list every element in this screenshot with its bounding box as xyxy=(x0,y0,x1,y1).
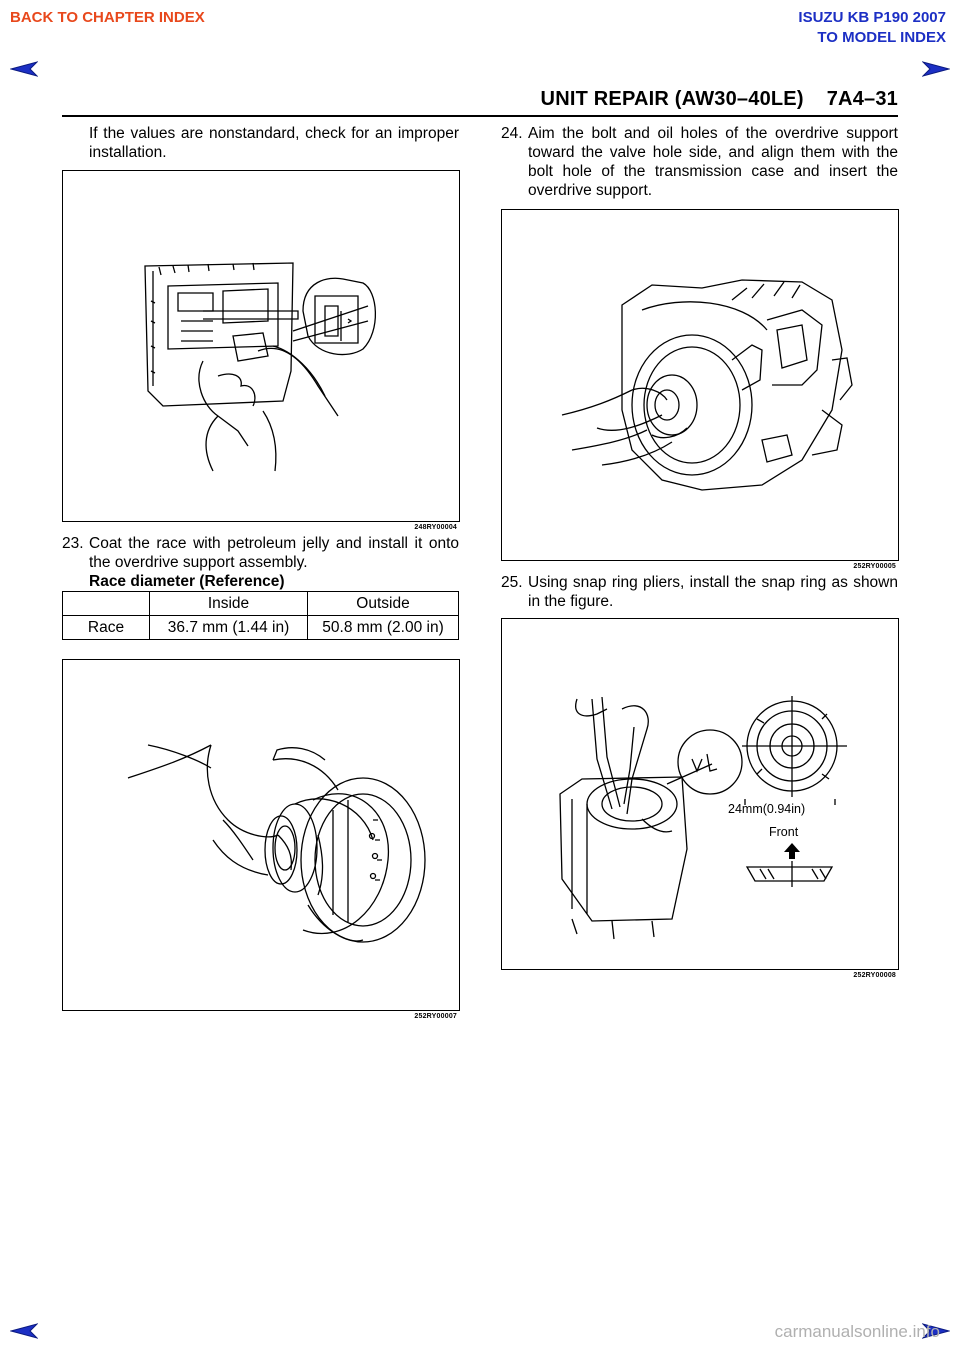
figure-code: 248RY00004 xyxy=(414,524,457,531)
race-install-illustration xyxy=(63,660,459,1010)
page-title: UNIT REPAIR (AW30–40LE) 7A4–31 xyxy=(540,88,898,110)
step-text: Aim the bolt and oil holes of the overdrive support toward the valve hole side, and align them with the bolt hole of the transmission case and insert the overdrive support. xyxy=(528,125,898,199)
table-header-cell xyxy=(63,592,150,616)
table-header-cell: Outside xyxy=(308,592,459,616)
step-23 xyxy=(62,534,459,591)
prev-page-arrow-icon[interactable] xyxy=(10,61,38,77)
step-subtitle: Race diameter (Reference) xyxy=(89,573,285,590)
step-number: 25. xyxy=(501,574,523,591)
next-page-arrow-icon[interactable] xyxy=(922,61,950,77)
header-divider xyxy=(62,115,898,117)
table-row xyxy=(63,616,459,640)
table-cell: 50.8 mm (2.00 in) xyxy=(308,616,459,640)
figure-252ry00008 xyxy=(501,618,899,979)
overdrive-support-insert-illustration xyxy=(502,210,898,560)
table-cell: 36.7 mm (1.44 in) xyxy=(150,616,308,640)
figure-248ry00004 xyxy=(62,170,460,531)
figure-code: 252RY00007 xyxy=(414,1013,457,1020)
race-diameter-table xyxy=(62,591,459,640)
table-cell: Race xyxy=(63,616,150,640)
valve-body-illustration xyxy=(63,171,459,521)
snap-ring-install-illustration xyxy=(502,619,898,969)
intro-paragraph: If the values are nonstandard, check for an improper installation. xyxy=(89,125,459,161)
figure-code: 252RY00008 xyxy=(853,972,896,979)
step-number: 23. xyxy=(62,535,84,552)
step-text: Coat the race with petroleum jelly and install it onto the overdrive support assembly. xyxy=(89,535,459,571)
step-24 xyxy=(501,124,898,200)
step-text: Using snap ring pliers, install the snap ring as shown in the figure. xyxy=(528,574,898,610)
step-25 xyxy=(501,573,898,611)
dimension-label: 24mm(0.94in) xyxy=(728,802,806,816)
table-header-row xyxy=(63,592,459,616)
figure-code: 252RY00005 xyxy=(853,563,896,570)
prev-page-arrow-bottom-icon[interactable] xyxy=(10,1323,38,1339)
figure-252ry00007 xyxy=(62,659,460,1020)
to-model-index-link[interactable]: TO MODEL INDEX xyxy=(817,29,946,46)
front-label: Front xyxy=(769,825,799,839)
figure-252ry00005 xyxy=(501,209,899,570)
back-to-chapter-index-link[interactable]: BACK TO CHAPTER INDEX xyxy=(10,9,205,26)
model-title-link[interactable]: ISUZU KB P190 2007 xyxy=(798,9,946,26)
watermark-text: carmanualsonline.info xyxy=(774,1322,940,1341)
table-header-cell: Inside xyxy=(150,592,308,616)
step-number: 24. xyxy=(501,125,523,142)
